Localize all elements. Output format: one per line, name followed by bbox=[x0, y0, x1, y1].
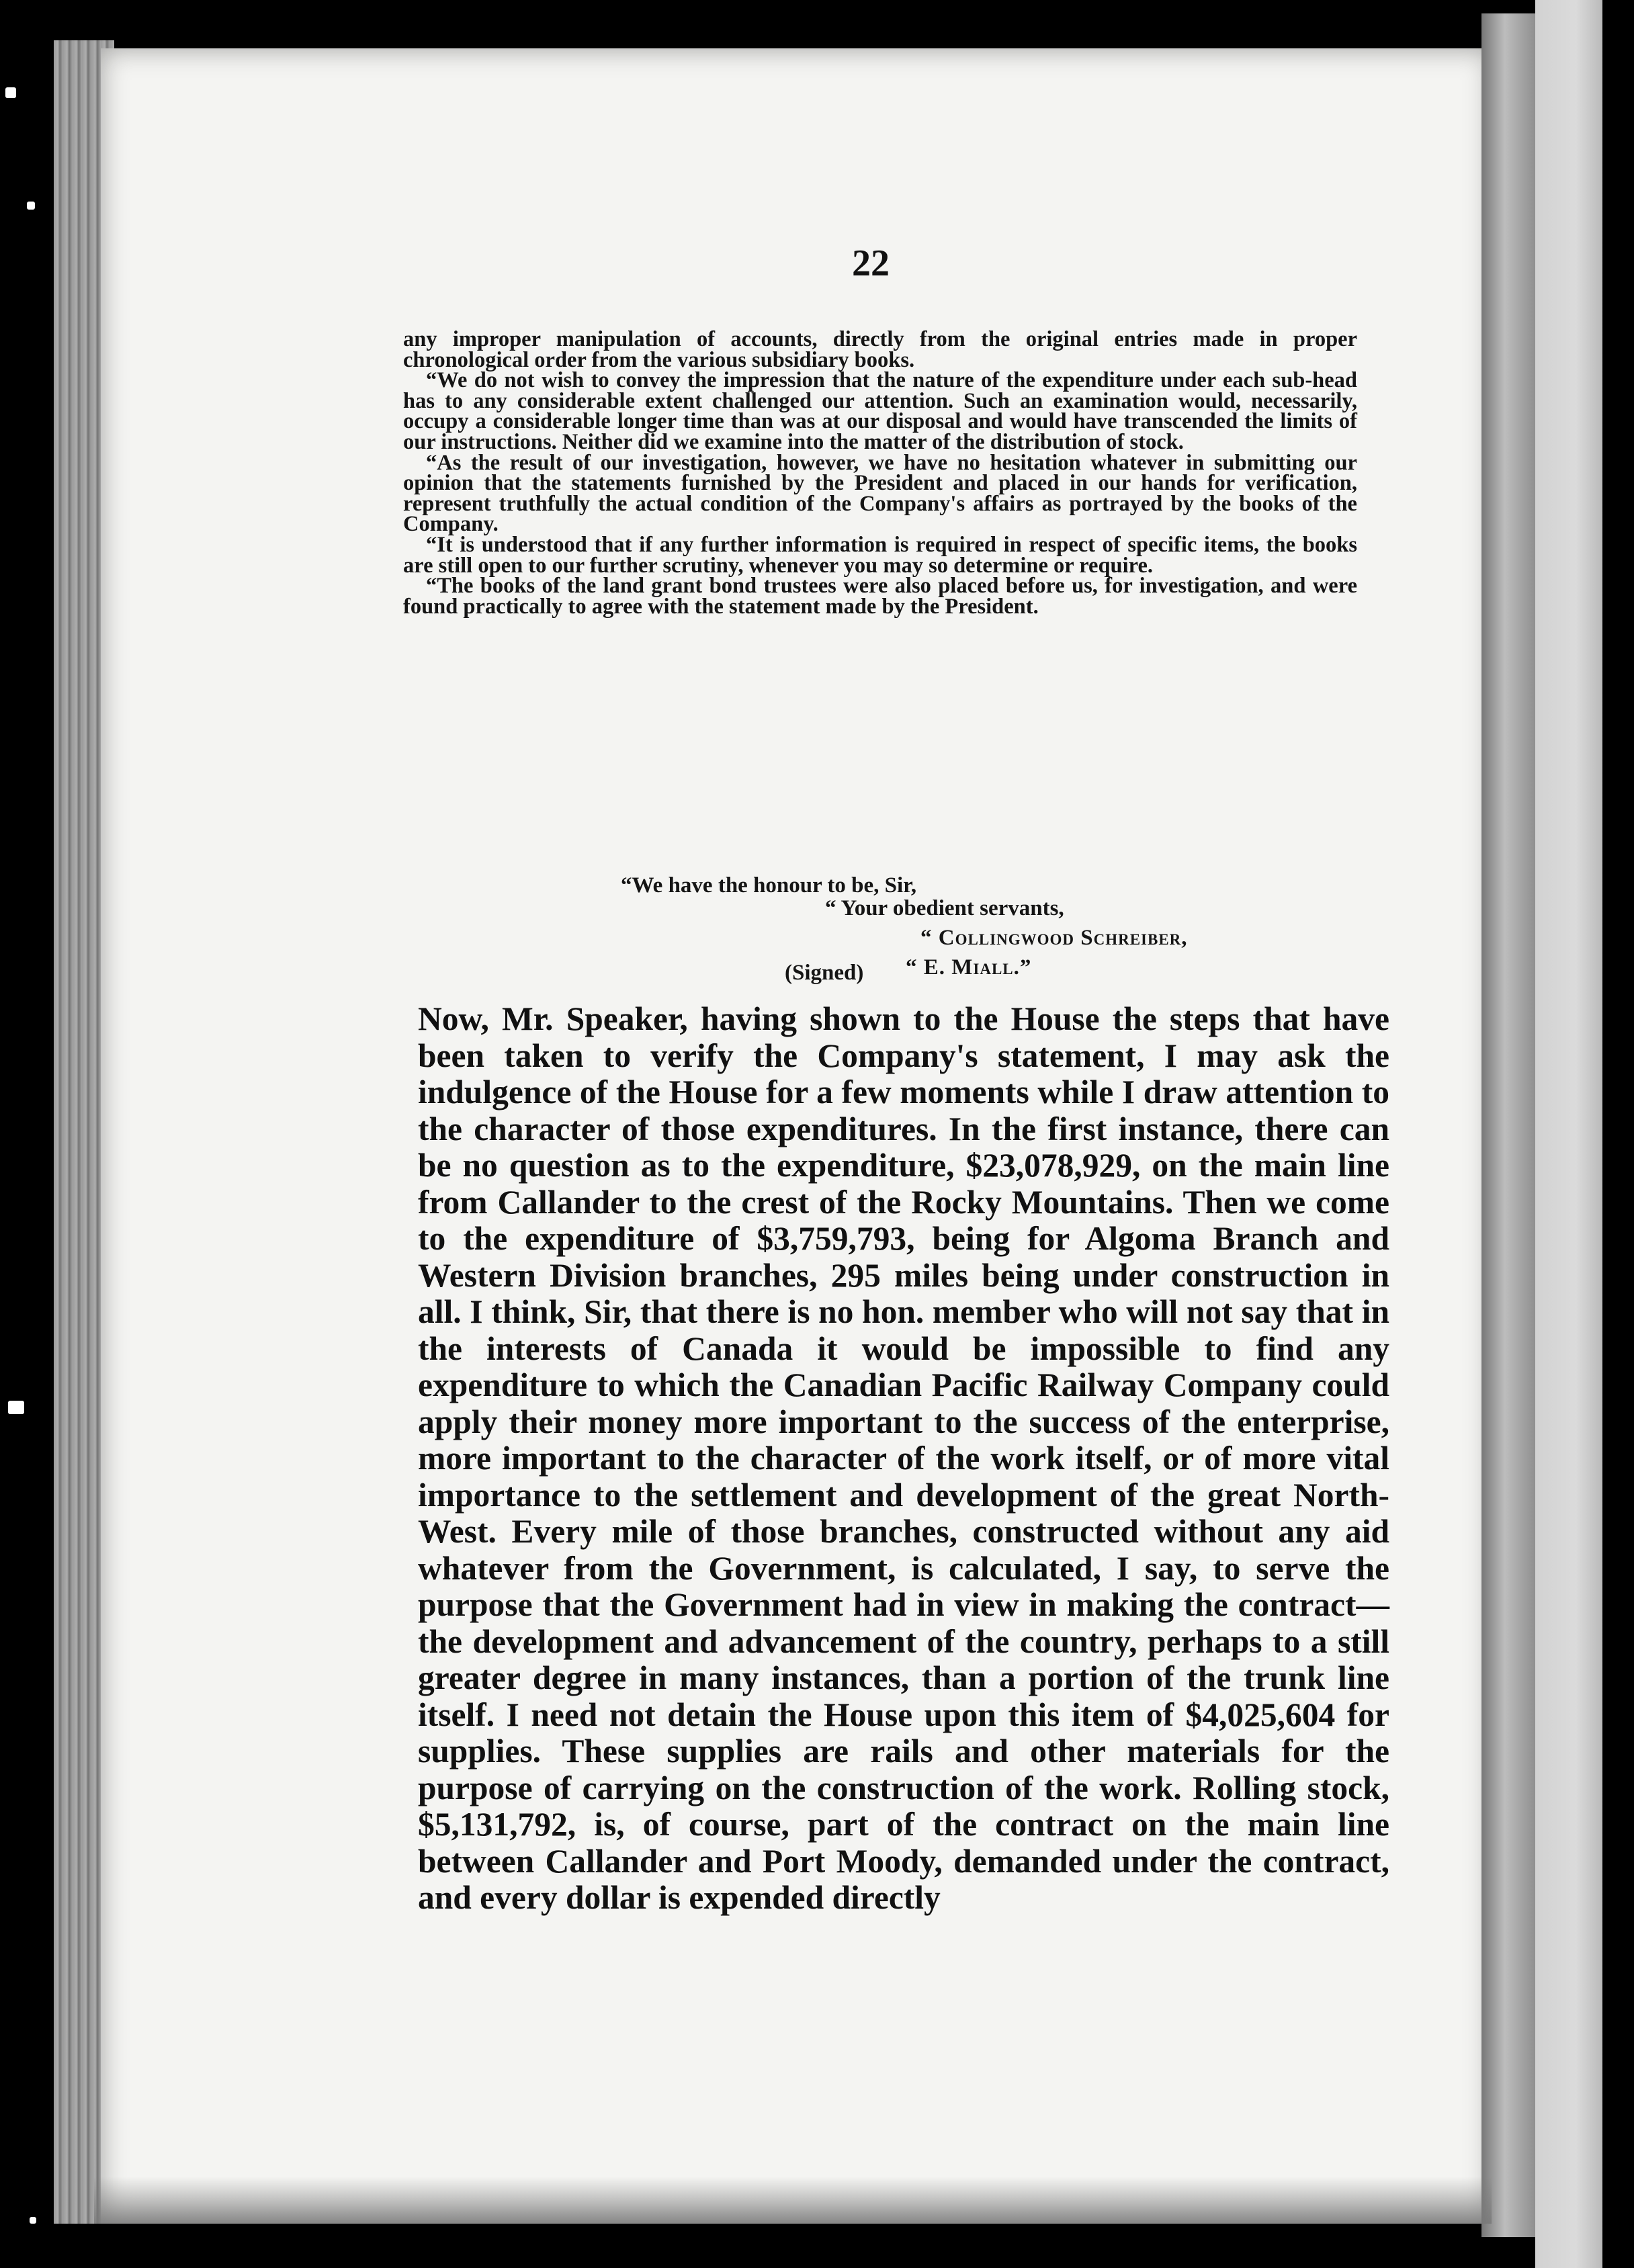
signature-closing: “We have the honour to be, Sir, bbox=[621, 873, 917, 898]
signature-name-miall: “ E. Miall.” bbox=[906, 955, 1032, 979]
quote-paragraph: “The books of the land grant bond trustees were also placed before us, for investigation, and were found practically to agree with the statement made by the President. bbox=[403, 574, 1357, 619]
speech-body bbox=[418, 1001, 1389, 1917]
quote-paragraph: any improper manipulation of accounts, directly from the original entries made in proper chronological order from the various subsidiary books. bbox=[403, 327, 1357, 372]
page-number: 22 bbox=[852, 243, 890, 284]
speech-paragraph: Now, Mr. Speaker, having shown to the House the steps that have been taken to verify the Company's statement, I may ask the indulgence of the House for a few moments while I draw attention to the character of those expenditures. In the first instance, there can be no question as to the expenditure, $23,078,929, on the main line from Callander to the crest of the Rocky Mountains. Then we come to the expenditure of $3,759,793, being for Algoma Branch and Western Division branches, 295 miles being under construction in all. I think, Sir, that there is no hon. member who will not say that in the interests of Canada it would be impossible to find any expenditure to which the Canadian Pacific Railway Company could apply their money more important to the success of the enterprise, more important to the character of the work itself, or of more vital importance to the settlement and development of the great North-West. Every mile of those branches, constructed without any aid whatever from the Government, is calculated, I say, to serve the purpose that the Government had in view in making the contract—the development and advancement of the country, perhaps to a still greater degree in many instances, than a portion of the trunk line itself. I need not detain the House upon this item of $4,025,604 for supplies. These supplies are rails and other materials for the purpose of carrying on the construction of the work. Rolling stock, $5,131,792, is, of course, part of the contract on the main line between Callander and Port Moody, demanded under the contract, and every dollar is expended directly bbox=[418, 1000, 1389, 1916]
quote-paragraph: “It is understood that if any further information is required in respect of specific items, the books are still open to our further scrutiny, whenever you may so determine or require. bbox=[403, 532, 1357, 578]
signature-name-schreiber: “ Collingwood Schreiber, bbox=[920, 926, 1188, 950]
quoted-letter bbox=[403, 329, 1357, 617]
quote-paragraph: “As the result of our investigation, however, we have no hesitation whatever in submitting our opinion that the statements furnished by the President and placed in our hands for verification, represent truthfully the actual condition of the Company's affairs as portrayed by the books of the Company. bbox=[403, 450, 1357, 537]
signature-signed-label: (Signed) bbox=[785, 961, 864, 985]
quote-paragraph: “We do not wish to convey the impression that the nature of the expenditure under each sub-head has to any considerable extent challenged our attention. Such an examination would, necessarily, occupy a considerable longer time than was at our disposal and would have transcended the limits of our instructions. Neither did we examine into the matter of the distribution of stock. bbox=[403, 368, 1357, 454]
signature-servants: “ Your obedient servants, bbox=[825, 896, 1064, 920]
